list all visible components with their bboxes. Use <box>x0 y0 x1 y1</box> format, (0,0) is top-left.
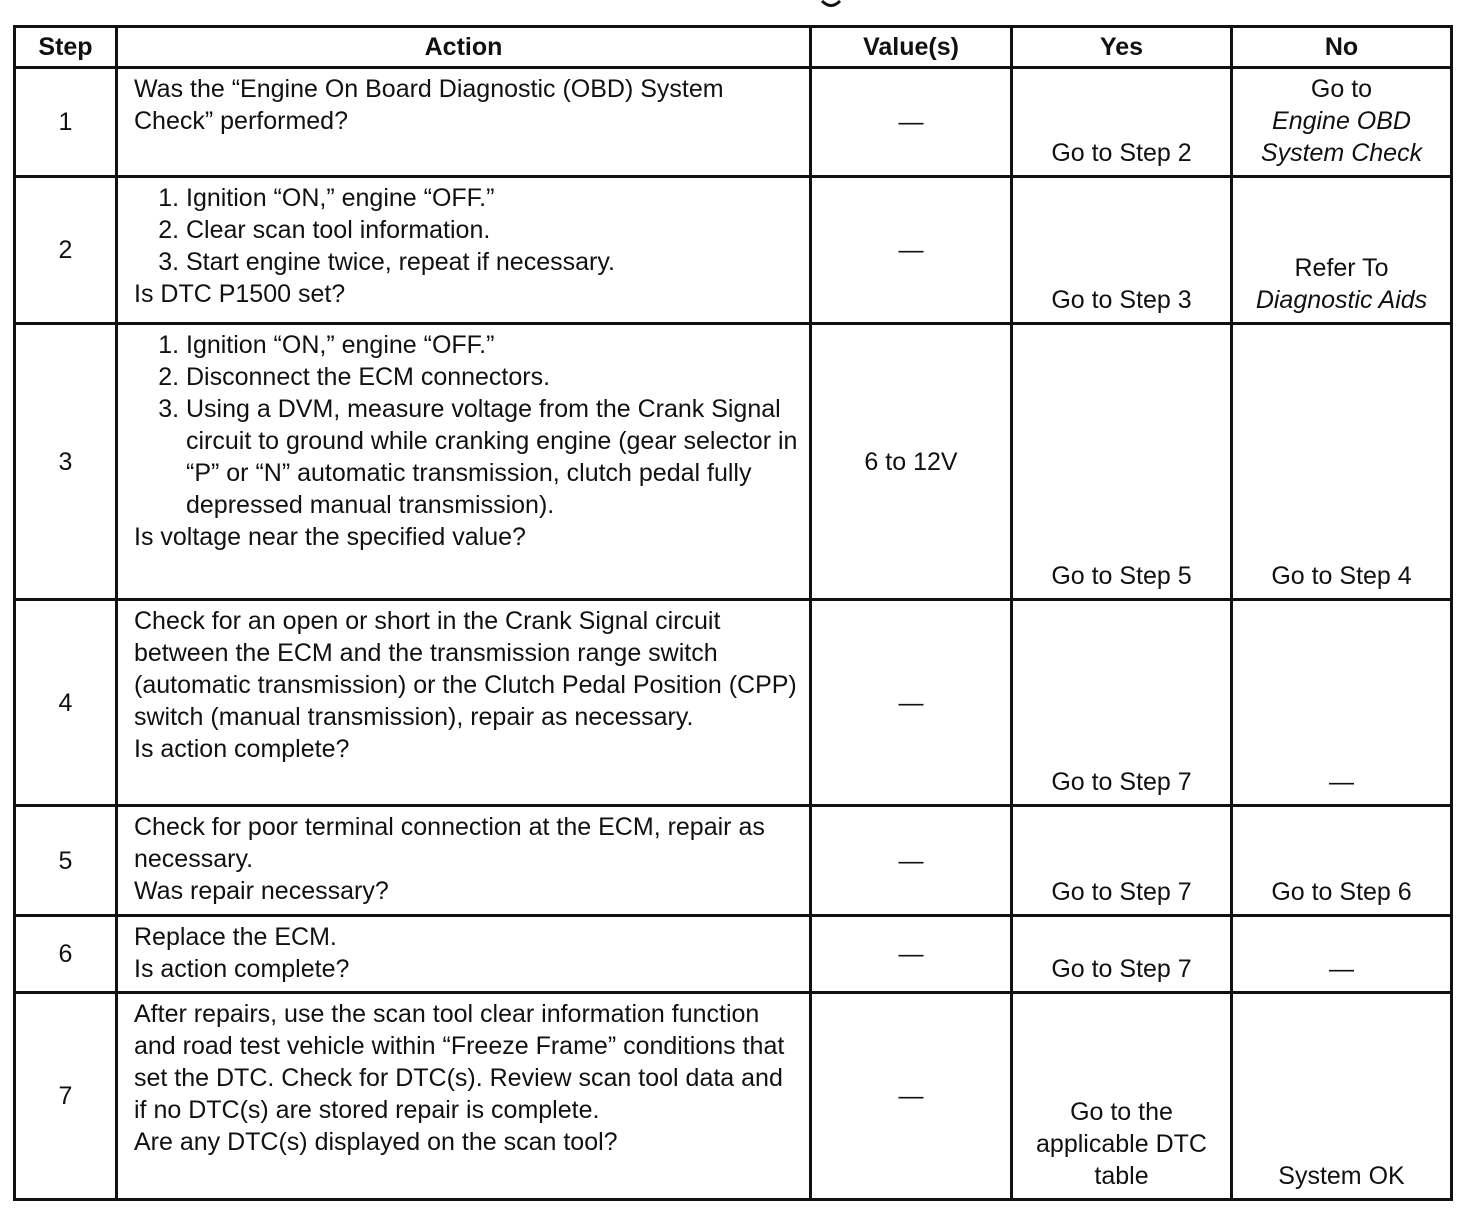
table-row <box>15 993 1452 1200</box>
action-step-item: 2. Clear scan tool information. <box>186 214 801 246</box>
action-text: Replace the ECM. <box>134 923 337 951</box>
header-step: Step <box>15 27 117 68</box>
step-number: 4 <box>15 600 117 806</box>
no-cell: Go to Step 6 <box>1232 806 1452 916</box>
no-reference: Diagnostic Aids <box>1255 286 1428 314</box>
action-cell <box>117 806 811 916</box>
table-row <box>15 324 1452 600</box>
yes-cell: Go to the applicable DTC table <box>1012 993 1232 1200</box>
yes-cell: Go to Step 7 <box>1012 600 1232 806</box>
header-action: Action <box>117 27 811 68</box>
diagnostic-table <box>13 25 1453 1201</box>
action-text: Was the “Engine On Board Diagnostic (OBD) System Check” performed? <box>134 75 724 135</box>
yes-cell: Go to Step 5 <box>1012 324 1232 600</box>
no-cell: — <box>1232 600 1452 806</box>
value-cell: 6 to 12V <box>811 324 1012 600</box>
yes-cell: Go to Step 3 <box>1012 177 1232 324</box>
table-row <box>15 916 1452 993</box>
header-no: No <box>1232 27 1452 68</box>
yes-cell: Go to Step 7 <box>1012 916 1232 993</box>
no-cell <box>1232 68 1452 177</box>
value-cell: — <box>811 916 1012 993</box>
action-cell <box>117 177 811 324</box>
action-question: Was repair necessary? <box>134 877 389 905</box>
step-number: 7 <box>15 993 117 1200</box>
header-row <box>15 27 1452 68</box>
action-question: Is voltage near the specified value? <box>134 523 526 551</box>
action-cell <box>117 916 811 993</box>
action-text: Check for poor terminal connection at the ECM, repair as necessary. <box>134 813 765 873</box>
step-number: 5 <box>15 806 117 916</box>
action-step-item: 3. Using a DVM, measure voltage from the Crank Signal circuit to ground while cranking engine (gear selector in “P” or “N” automatic transmission, clutch pedal fully depressed manual transmission). <box>186 393 801 521</box>
action-question: Is action complete? <box>134 955 350 983</box>
yes-cell: Go to Step 2 <box>1012 68 1232 177</box>
action-cell <box>117 600 811 806</box>
action-text: Check for an open or short in the Crank Signal circuit between the ECM and the transmission range switch (automatic transmission) or the Clutch Pedal Position (CPP) switch (manual transmission), repair as necessary. <box>134 607 797 731</box>
no-cell: — <box>1232 916 1452 993</box>
step-number: 2 <box>15 177 117 324</box>
no-reference: Engine OBD <box>1272 107 1411 135</box>
step-number: 1 <box>15 68 117 177</box>
value-cell: — <box>811 68 1012 177</box>
table-row <box>15 600 1452 806</box>
action-question: Is action complete? <box>134 735 350 763</box>
no-cell: Go to Step 4 <box>1232 324 1452 600</box>
action-step-item: 1. Ignition “ON,” engine “OFF.” <box>186 182 801 214</box>
no-cell <box>1232 177 1452 324</box>
step-number: 6 <box>15 916 117 993</box>
table-row <box>15 177 1452 324</box>
value-cell: — <box>811 177 1012 324</box>
action-step-item: 2. Disconnect the ECM connectors. <box>186 361 801 393</box>
header-value: Value(s) <box>811 27 1012 68</box>
no-text: Refer To <box>1294 254 1389 282</box>
action-step-item: 1. Ignition “ON,” engine “OFF.” <box>186 329 801 361</box>
action-cell <box>117 324 811 600</box>
action-cell <box>117 68 811 177</box>
action-question: Are any DTC(s) displayed on the scan tool? <box>134 1128 618 1156</box>
table-row <box>15 806 1452 916</box>
value-cell: — <box>811 993 1012 1200</box>
action-question: Is DTC P1500 set? <box>134 280 346 308</box>
value-cell: — <box>811 806 1012 916</box>
yes-cell: Go to Step 7 <box>1012 806 1232 916</box>
no-text: Go to <box>1310 75 1373 103</box>
table-row <box>15 68 1452 177</box>
page-top-artifact <box>820 0 842 8</box>
action-steps <box>134 329 801 521</box>
value-cell: — <box>811 600 1012 806</box>
step-number: 3 <box>15 324 117 600</box>
header-yes: Yes <box>1012 27 1232 68</box>
no-cell: System OK <box>1232 993 1452 1200</box>
no-reference: System Check <box>1260 139 1423 167</box>
action-step-item: 3. Start engine twice, repeat if necessary. <box>186 246 801 278</box>
action-text: After repairs, use the scan tool clear information function and road test vehicle within “Freeze Frame” conditions that set the DTC. Check for DTC(s). Review scan tool data and if no DTC(s) are stored repair is complete. <box>134 1000 785 1124</box>
action-cell <box>117 993 811 1200</box>
action-steps <box>134 182 801 278</box>
